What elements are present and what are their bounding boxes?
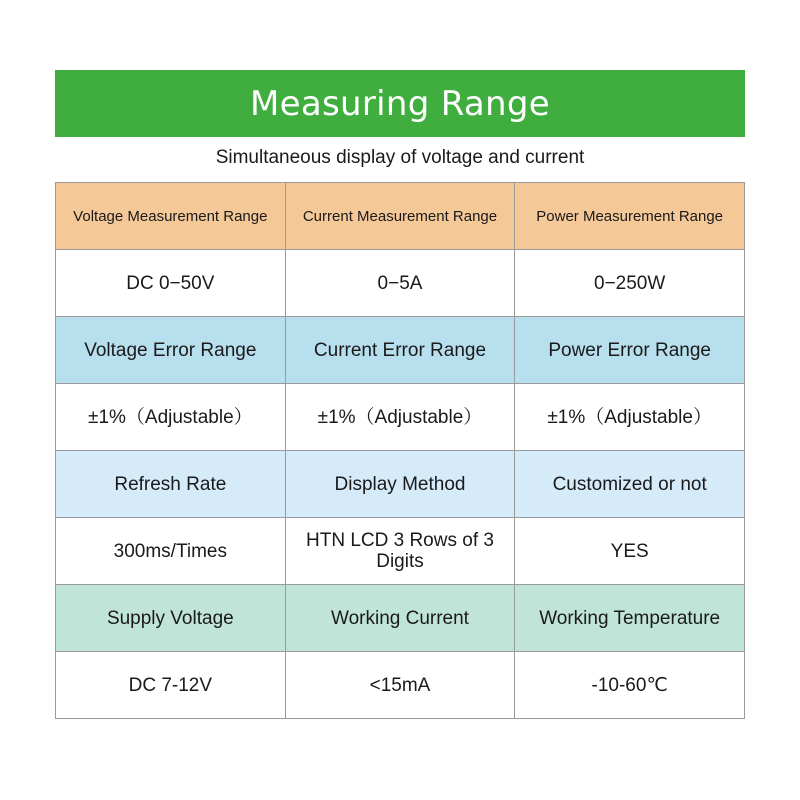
table-row-display-headers	[56, 451, 745, 518]
cell-current-measurement-range-header: Current Measurement Range	[285, 183, 515, 250]
cell-power-measurement-range-value: 0−250W	[515, 250, 745, 317]
page-subtitle: Simultaneous display of voltage and current	[215, 147, 585, 168]
table-row-operating-values	[56, 652, 745, 719]
cell-refresh-rate-value: 300ms/Times	[56, 518, 286, 585]
cell-voltage-error-range-header: Voltage Error Range	[56, 317, 286, 384]
table-row-error-range-headers	[56, 317, 745, 384]
cell-power-error-range-header: Power Error Range	[515, 317, 745, 384]
cell-customized-value: YES	[515, 518, 745, 585]
cell-power-error-range-value: ±1%（Adjustable）	[515, 384, 745, 451]
cell-current-error-range-value: ±1%（Adjustable）	[285, 384, 515, 451]
table-row-measurement-range-values	[56, 250, 745, 317]
cell-current-measurement-range-value: 0−5A	[285, 250, 515, 317]
cell-display-method-header: Display Method	[285, 451, 515, 518]
cell-voltage-measurement-range-value: DC 0−50V	[56, 250, 286, 317]
table-row-display-values	[56, 518, 745, 585]
page-title: Measuring Range	[250, 83, 550, 124]
cell-current-error-range-header: Current Error Range	[285, 317, 515, 384]
cell-voltage-measurement-range-header: Voltage Measurement Range	[56, 183, 286, 250]
cell-working-current-value: <15mA	[285, 652, 515, 719]
cell-power-measurement-range-header: Power Measurement Range	[515, 183, 745, 250]
spec-table	[55, 182, 745, 719]
table-row-measurement-range-headers	[56, 183, 745, 250]
cell-working-temperature-header: Working Temperature	[515, 585, 745, 652]
cell-working-current-header: Working Current	[285, 585, 515, 652]
cell-customized-header: Customized or not	[515, 451, 745, 518]
cell-voltage-error-range-value: ±1%（Adjustable）	[56, 384, 286, 451]
page-title-banner	[55, 70, 745, 137]
cell-supply-voltage-value: DC 7-12V	[56, 652, 286, 719]
cell-supply-voltage-header: Supply Voltage	[56, 585, 286, 652]
cell-refresh-rate-header: Refresh Rate	[56, 451, 286, 518]
table-row-error-range-values	[56, 384, 745, 451]
cell-display-method-value: HTN LCD 3 Rows of 3 Digits	[285, 518, 515, 585]
table-row-operating-headers	[56, 585, 745, 652]
cell-working-temperature-value: -10-60℃	[515, 652, 745, 719]
